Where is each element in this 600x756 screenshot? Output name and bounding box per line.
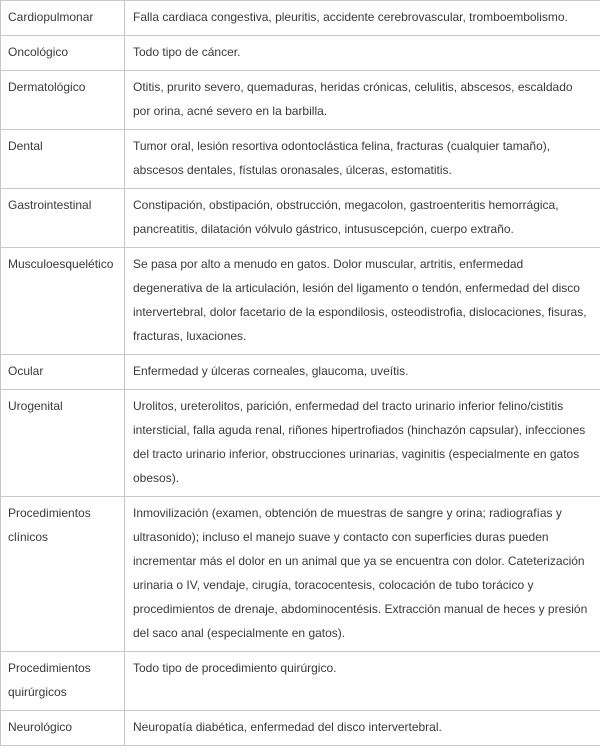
category-cell: Ocular — [1, 355, 125, 390]
description-cell: Urolitos, ureterolitos, parición, enfermedad del tracto urinario inferior felino/cistitis intersticial, falla aguda renal, riñones hipertrofiados (hinchazón capsular), infecciones del tracto urinario inferior, obstrucciones urinarias, vaginitis (especialmente en gatos obesos). — [125, 390, 600, 497]
description-cell: Todo tipo de cáncer. — [125, 36, 600, 71]
description-cell: Inmovilización (examen, obtención de muestras de sangre y orina; radiografías y ultrasonido); incluso el manejo suave y contacto con superficies duras pueden incrementar más el dolor en un animal que ya se encuentra con dolor. Cateterización urinaria o IV, vendaje, cirugía, toracocentesis, colocación de tubo torácico y procedimientos de drenaje, abdominocentésis. Extracción manual de heces y presión del saco anal (especialmente en gatos). — [125, 497, 600, 652]
description-cell: Otitis, prurito severo, quemaduras, heridas crónicas, celulitis, abscesos, escaldado por orina, acné severo en la barbilla. — [125, 71, 600, 130]
category-cell: Neurológico — [1, 711, 125, 746]
category-cell: Oncológico — [1, 36, 125, 71]
table-row — [1, 36, 600, 71]
category-cell: Gastrointestinal — [1, 189, 125, 248]
description-cell: Neuropatía diabética, enfermedad del disco intervertebral. — [125, 711, 600, 746]
description-cell: Constipación, obstipación, obstrucción, megacolon, gastroenteritis hemorrágica, pancreatitis, dilatación vólvulo gástrico, intususcepción, cuerpo extraño. — [125, 189, 600, 248]
table-row — [1, 130, 600, 189]
table-row — [1, 497, 600, 652]
category-cell: Musculoesquelético — [1, 248, 125, 355]
category-cell: Dermatológico — [1, 71, 125, 130]
table-row — [1, 189, 600, 248]
table-row — [1, 248, 600, 355]
description-cell: Falla cardiaca congestiva, pleuritis, accidente cerebrovascular, tromboembolismo. — [125, 1, 600, 36]
category-cell: Cardiopulmonar — [1, 1, 125, 36]
table-row — [1, 711, 600, 746]
description-cell: Todo tipo de procedimiento quirúrgico. — [125, 652, 600, 711]
category-cell: Urogenital — [1, 390, 125, 497]
category-cell: Procedimientos quirúrgicos — [1, 652, 125, 711]
table-row — [1, 71, 600, 130]
category-cell: Procedimientos clínicos — [1, 497, 125, 652]
description-cell: Enfermedad y úlceras corneales, glaucoma, uveítis. — [125, 355, 600, 390]
table-row — [1, 355, 600, 390]
table-row — [1, 1, 600, 36]
description-cell: Se pasa por alto a menudo en gatos. Dolor muscular, artritis, enfermedad degenerativa de la articulación, lesión del ligamento o tendón, enfermedad del disco intervertebral, dolor facetario de la espondilosis, osteodistrofia, dislocaciones, fisuras, fracturas, luxaciones. — [125, 248, 600, 355]
description-cell: Tumor oral, lesión resortiva odontoclástica felina, fracturas (cualquier tamaño), abscesos dentales, fístulas oronasales, úlceras, estomatitis. — [125, 130, 600, 189]
table-row — [1, 390, 600, 497]
table-row — [1, 652, 600, 711]
category-cell: Dental — [1, 130, 125, 189]
